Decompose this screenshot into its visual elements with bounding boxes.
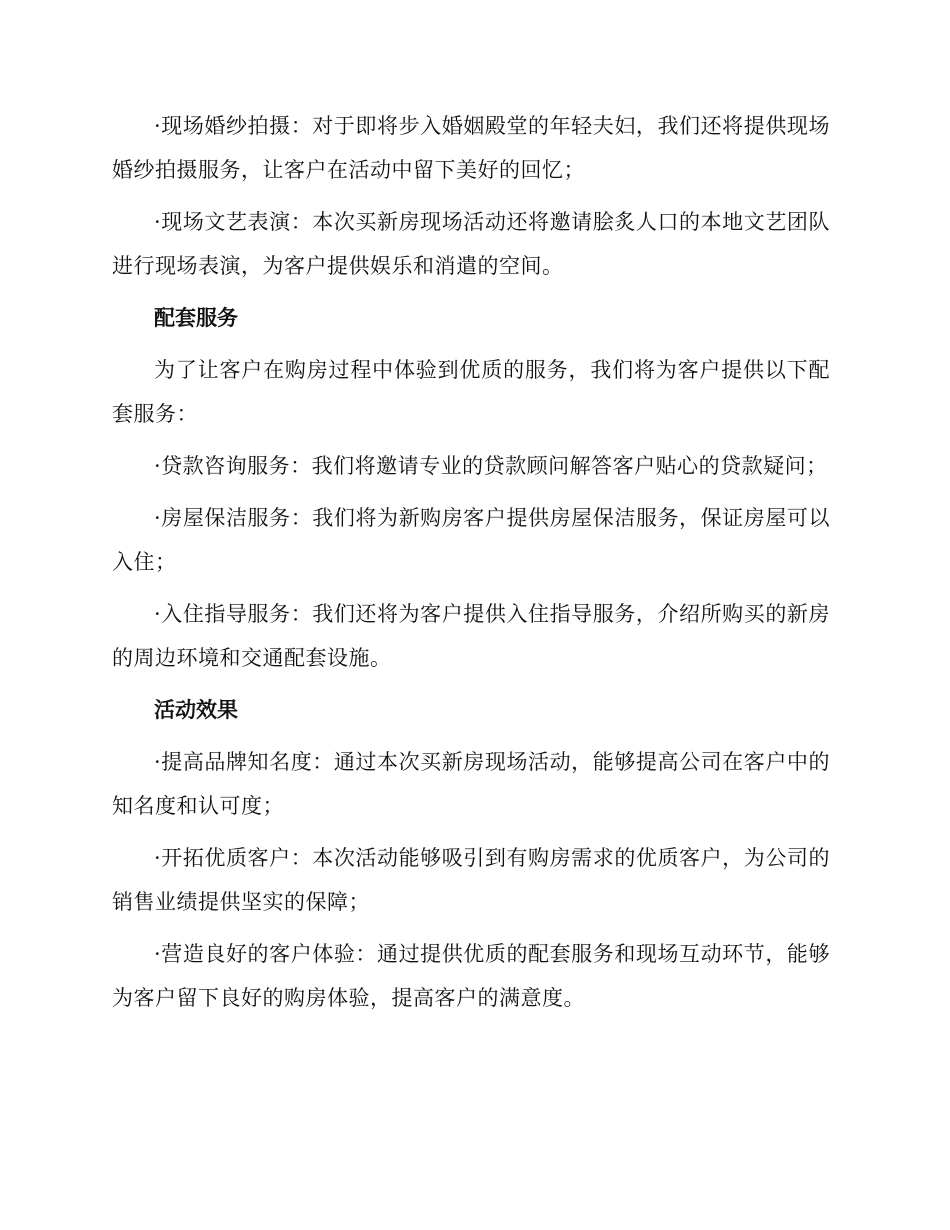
section-heading-supporting-services: 配套服务 xyxy=(154,306,238,330)
list-item-move-in-guidance: ·入住指导服务：我们还将为客户提供入住指导服务，介绍所购买的新房的周边环境和交通配套设施。 xyxy=(112,602,830,670)
list-item-art-performance: ·现场文艺表演：本次买新房现场活动还将邀请脍炙人口的本地文艺团队进行现场表演，为客户提供娱乐和消遣的空间。 xyxy=(112,210,830,278)
list-item-customer-experience: ·营造良好的客户体验：通过提供优质的配套服务和现场互动环节，能够为客户留下良好的购房体验，提高客户的满意度。 xyxy=(112,942,830,1010)
list-item-quality-customers: ·开拓优质客户：本次活动能够吸引到有购房需求的优质客户，为公司的销售业绩提供坚实的保障； xyxy=(112,846,830,914)
list-item-house-cleaning: ·房屋保洁服务：我们将为新购房客户提供房屋保洁服务，保证房屋可以入住； xyxy=(112,506,830,574)
list-item-brand-awareness: ·提高品牌知名度：通过本次买新房现场活动，能够提高公司在客户中的知名度和认可度； xyxy=(112,750,830,818)
section-intro: 为了让客户在购房过程中体验到优质的服务，我们将为客户提供以下配套服务： xyxy=(112,358,830,426)
list-item-wedding-photo: ·现场婚纱拍摄：对于即将步入婚姻殿堂的年轻夫妇，我们还将提供现场婚纱拍摄服务，让客户在活动中留下美好的回忆； xyxy=(112,114,830,182)
section-heading-activity-effects: 活动效果 xyxy=(154,698,238,722)
list-item-loan-consulting: ·贷款咨询服务：我们将邀请专业的贷款顾问解答客户贴心的贷款疑问； xyxy=(154,454,828,478)
